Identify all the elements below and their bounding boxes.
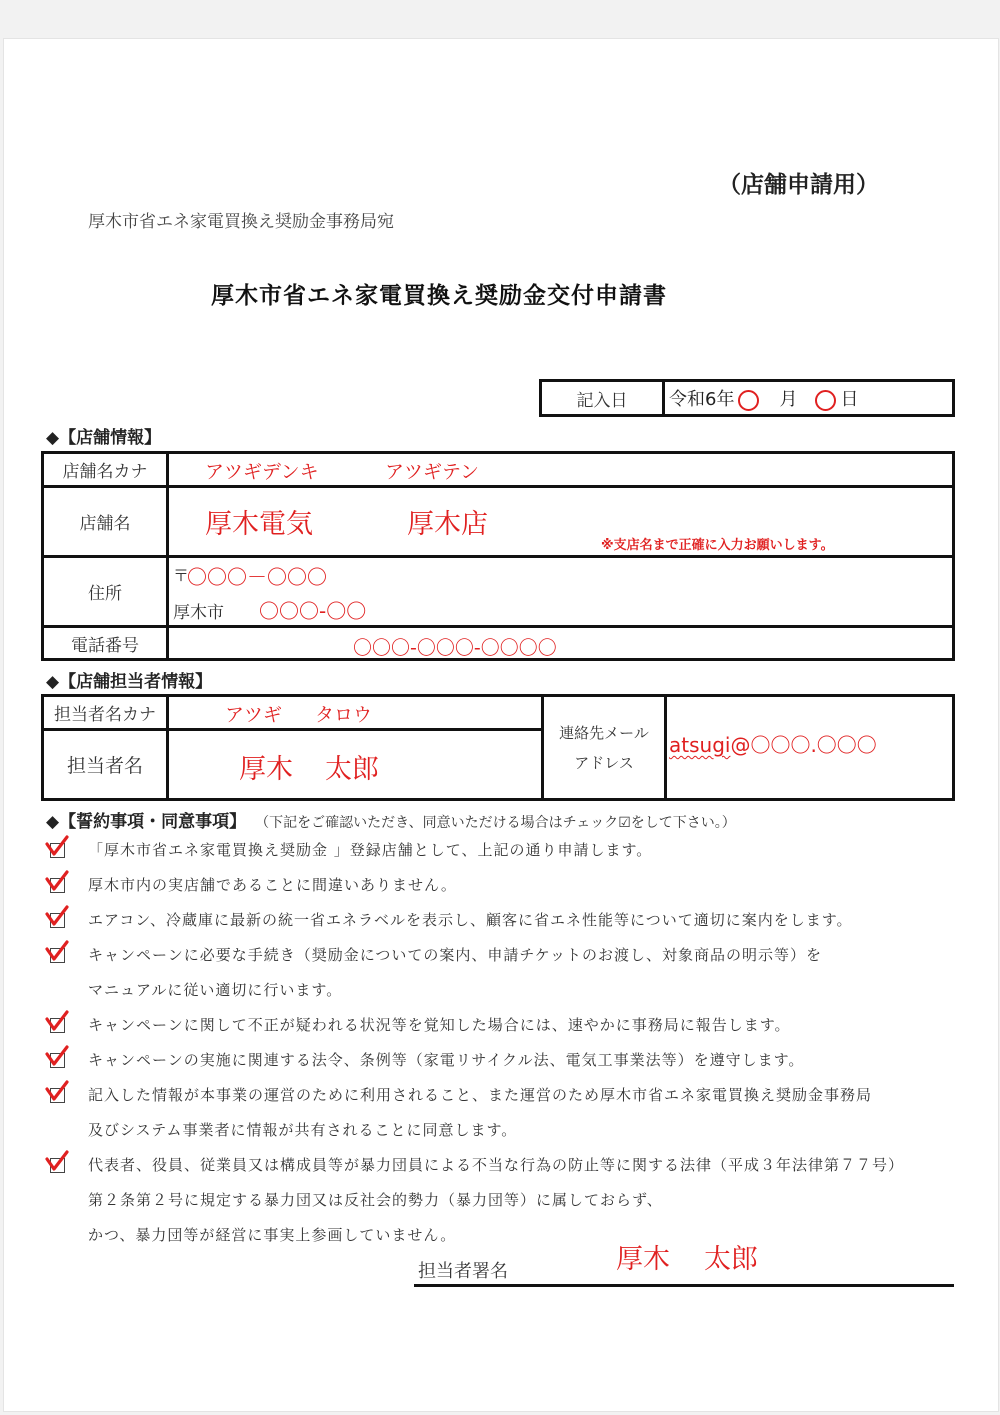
agreement-item-text: 第２条第２号に規定する暴力団又は反社会的勢力（暴力団等）に属しておらず、	[88, 1191, 663, 1209]
email-field[interactable]	[666, 696, 954, 800]
contact-name-value-2: 太郎	[325, 754, 379, 785]
date-day-suffix: 日	[840, 389, 859, 410]
addressee-text: 厚木市省エネ家電買換え奨励金事務局宛	[88, 212, 394, 232]
store-name-note: ※支店名まで正確に入力お願いします。	[601, 538, 834, 553]
agreement-item-text: 厚木市内の実店舗であることに間違いありません。	[88, 876, 457, 894]
address-city: 厚木市	[173, 603, 224, 623]
contact-kana-label: 担当者名カナ	[43, 696, 168, 730]
agreement-item-text: 「厚木市省エネ家電買換え奨励金 」登録店舗として、上記の通り申請します。	[88, 841, 653, 859]
contact-kana-value-1: アツギ	[225, 704, 283, 726]
agreement-item-text: 及びシステム事業者に情報が共有されることに同意します。	[88, 1121, 518, 1139]
red-checkmark-icon	[44, 905, 70, 931]
store-info-heading: ◆【店舗情報】	[46, 428, 162, 448]
signature-value-2: 太郎	[704, 1244, 758, 1275]
application-form-page	[3, 38, 999, 1412]
agreement-item-text: 代表者、役員、従業員又は構成員等が暴力団員による不当な行為の防止等に関する法律（平成３年法律第７７号）	[88, 1156, 905, 1174]
postal-value: 〇〇〇－〇〇〇	[187, 565, 327, 589]
email-label-line-1: 連絡先メール	[559, 723, 649, 742]
date-field[interactable]	[664, 381, 954, 416]
address-field[interactable]	[168, 557, 954, 627]
phone-value: 〇〇〇-〇〇〇-〇〇〇〇	[353, 637, 557, 659]
agreement-item-text: 記入した情報が本事業の運営のために利用されること、また運営のため厚木市省エネ家電買換え奨励金事務局	[88, 1086, 873, 1104]
store-kana-value-2: アツギテン	[385, 461, 480, 483]
address-label: 住所	[43, 557, 168, 627]
store-kana-label: 店舗名カナ	[43, 453, 168, 487]
agreement-item-text: かつ、暴力団等が経営に事実上参画していません。	[88, 1226, 457, 1244]
red-checkmark-icon	[44, 1010, 70, 1036]
day-circle-mark	[815, 390, 836, 411]
store-name-label: 店舗名	[43, 487, 168, 557]
agreement-heading: ◆【誓約事項・同意事項】	[46, 812, 247, 832]
contact-info-heading: ◆【店舗担当者情報】	[46, 672, 213, 692]
month-circle-mark	[738, 390, 759, 411]
contact-kana-value-2: タロウ	[315, 704, 373, 726]
red-checkmark-icon	[44, 870, 70, 896]
agreement-item-text: エアコン、冷蔵庫に最新の統一省エネラベルを表示し、顧客に省エネ性能等について適切に案内をします。	[88, 911, 853, 929]
contact-info-table	[41, 694, 955, 801]
red-checkmark-icon	[44, 1150, 70, 1176]
signature-label: 担当者署名	[418, 1261, 508, 1282]
agreement-item-text: マニュアルに従い適切に行います。	[88, 981, 343, 999]
contact-name-field[interactable]	[168, 730, 543, 800]
phone-label: 電話番号	[43, 627, 168, 660]
date-era: 令和6年	[669, 389, 735, 410]
agreement-item-text: キャンペーンに必要な手続き（奨励金についての案内、申請チケットのお渡し、対象商品の明示等）を	[88, 946, 823, 964]
email-value	[669, 729, 877, 758]
email-label-line-2: アドレス	[574, 753, 634, 772]
phone-field[interactable]	[168, 627, 954, 660]
store-info-table	[41, 451, 955, 661]
agreement-heading-row	[46, 807, 736, 832]
agreement-item-text: キャンペーンに関して不正が疑われる状況等を覚知した場合には、速やかに事務局に報告します。	[88, 1016, 791, 1034]
red-checkmark-icon	[44, 1045, 70, 1071]
store-name-field[interactable]	[168, 487, 954, 557]
postal-prefix: 〒	[173, 566, 190, 585]
contact-name-label: 担当者名	[43, 730, 168, 800]
date-month-suffix: 月	[779, 389, 798, 410]
date-label: 記入日	[541, 381, 664, 416]
red-checkmark-icon	[44, 835, 70, 861]
contact-kana-field[interactable]	[168, 696, 543, 730]
store-name-value-1: 厚木電気	[205, 509, 313, 540]
address-value: 〇〇〇-〇〇	[259, 599, 367, 623]
form-type-label: （店舗申請用）	[718, 172, 879, 198]
agreement-item-text: キャンペーンの実施に関連する法令、条例等（家電リサイクル法、電気工事業法等）を遵守します。	[88, 1051, 805, 1069]
store-kana-field[interactable]	[168, 453, 954, 487]
email-user: atsugi	[669, 733, 731, 757]
signature-line[interactable]	[414, 1284, 954, 1287]
store-name-value-2: 厚木店	[407, 509, 488, 540]
date-box	[539, 379, 955, 417]
red-checkmark-icon	[44, 940, 70, 966]
store-kana-value-1: アツギデンキ	[205, 461, 319, 483]
red-checkmark-icon	[44, 1080, 70, 1106]
agreement-note: （下記をご確認いただき、同意いただける場合はチェック☑をして下さい。）	[255, 815, 736, 831]
email-label	[543, 696, 666, 800]
document-title: 厚木市省エネ家電買換え奨励金交付申請書	[211, 283, 667, 309]
signature-value-1: 厚木	[616, 1244, 670, 1275]
contact-name-value-1: 厚木	[239, 754, 293, 785]
email-domain: @〇〇〇.〇〇〇	[730, 733, 877, 757]
